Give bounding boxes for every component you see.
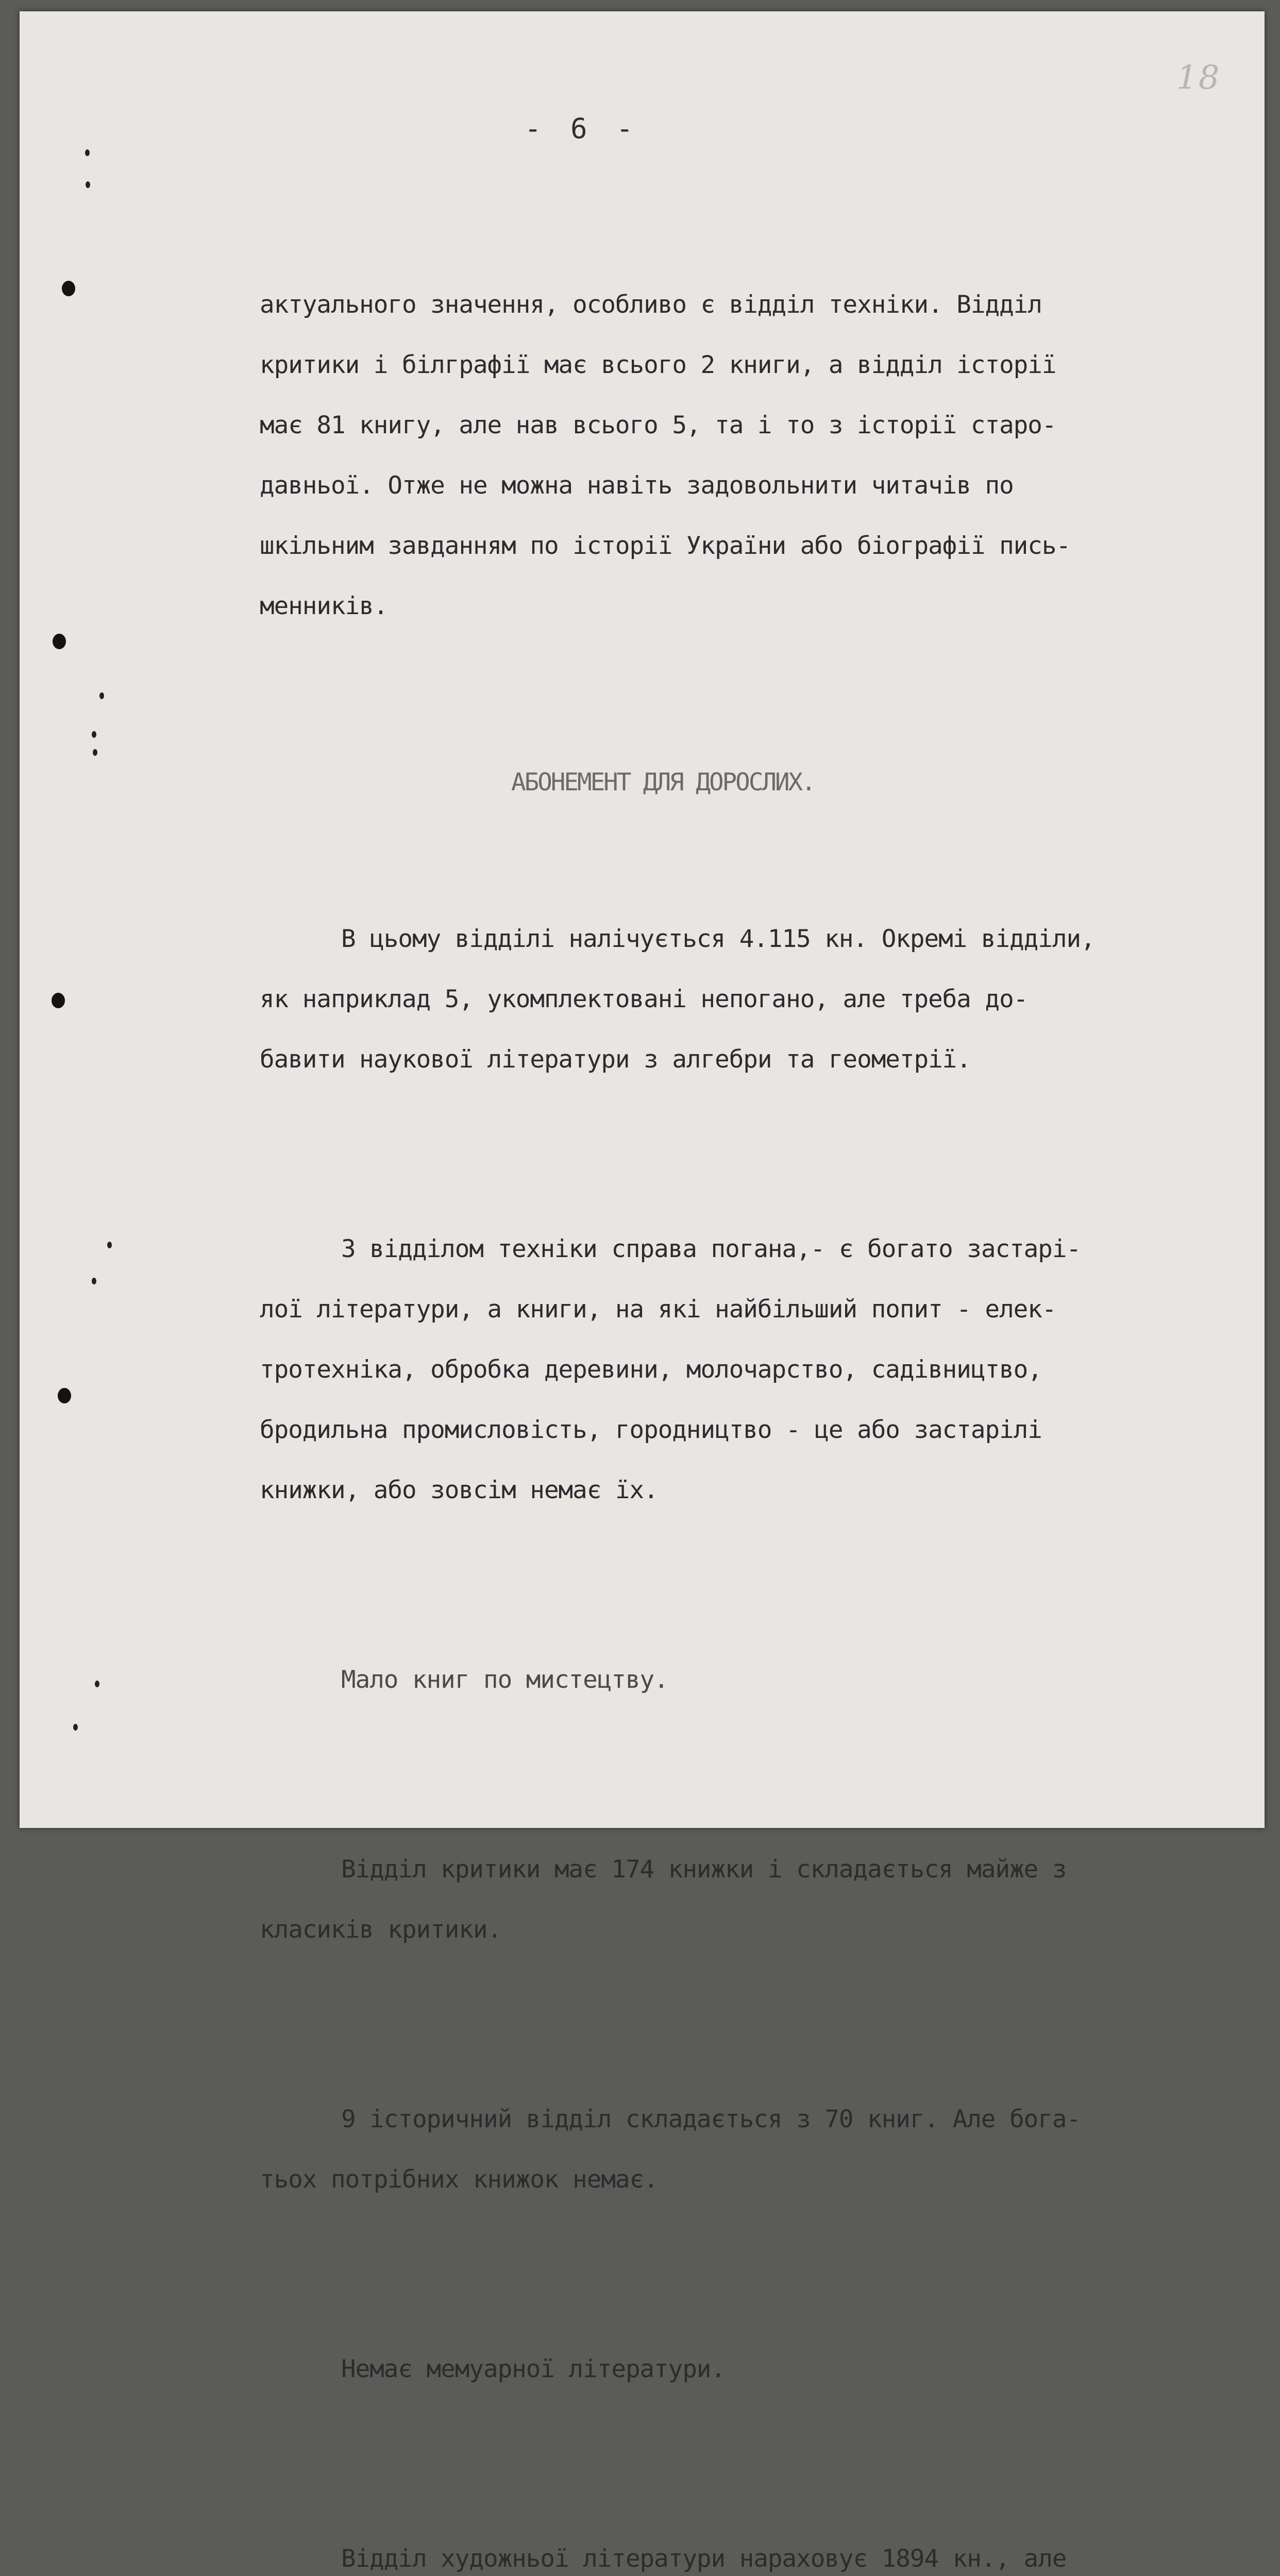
text-line: давньої. Отже не можна навіть задовольнити читачів по — [260, 471, 1014, 500]
text-line: бродильна промисловість, городництво - це або застарілі — [260, 1416, 1042, 1444]
punch-mark — [92, 1278, 96, 1284]
paragraph — [260, 2509, 1265, 2576]
text-line: критики і білграфії має всього 2 книги, а відділ історії — [260, 351, 1056, 379]
paragraph — [260, 1630, 1265, 1730]
text-line: тротехніка, обробка деревини, молочарство, садівництво, — [260, 1355, 1042, 1384]
text-line: тьох потрібних книжок немає. — [260, 2165, 658, 2194]
archive-folio-number: 18 — [1176, 59, 1221, 97]
paragraph — [260, 2069, 1265, 2230]
paragraph — [260, 2319, 1265, 2419]
binder-hole — [52, 993, 65, 1008]
text-line: З відділом техніки справа погана,- є богато застарі- — [341, 1235, 1081, 1263]
text-line: 9 історичний відділ складається з 70 книг. Але бога- — [341, 2105, 1081, 2133]
punch-mark — [73, 1724, 78, 1731]
punch-mark — [93, 749, 97, 756]
binder-hole — [62, 281, 75, 296]
text-line: шкільним завданням по історії України або біографії пись- — [260, 532, 1071, 560]
text-line: Мало книг по мистецтву. — [341, 1666, 668, 1694]
paragraph — [260, 889, 1265, 1110]
punch-mark — [95, 1681, 99, 1687]
intro-paragraph — [260, 255, 1265, 656]
text-line: актуального значення, особливо є відділ техніки. Відділ — [260, 291, 1042, 319]
text-line: книжки, або зовсім немає їх. — [260, 1476, 658, 1504]
text-line: як наприклад 5, укомплектовані непогано, але треба до- — [260, 985, 1028, 1013]
page-number: - 6 - — [525, 112, 639, 145]
punch-mark — [85, 149, 90, 156]
text-line: Відділ художньої літератури нараховує 1894 кн., але — [341, 2545, 1067, 2573]
section-heading-adult-subscription: АБОНЕМЕНТ ДЛЯ ДОРОСЛИХ. — [511, 768, 815, 796]
binder-hole — [58, 1388, 71, 1403]
punch-mark — [86, 181, 90, 188]
text-line: має 81 книгу, але нав всього 5, та і то з історії старо- — [260, 411, 1056, 439]
text-line: менників. — [260, 592, 388, 620]
text-line: лої літератури, а книги, на які найбільший попит - елек- — [260, 1295, 1056, 1324]
typewritten-text — [260, 194, 1265, 2576]
punch-mark — [99, 692, 104, 699]
text-line: бавити наукової літератури з алгебри та геометрії. — [260, 1045, 971, 1074]
text-line: Відділ критики має 174 книжки і складається майже з — [341, 1855, 1067, 1884]
text-line: класиків критики. — [260, 1916, 502, 1944]
text-line: Немає мемуарної літератури. — [341, 2355, 726, 2383]
punch-mark — [92, 731, 96, 738]
paragraph — [260, 1819, 1265, 1980]
paragraph — [260, 1199, 1265, 1540]
text-line: В цьому відділі налічується 4.115 кн. Окремі відділи, — [341, 925, 1095, 953]
punch-mark — [107, 1242, 112, 1248]
binder-hole — [53, 634, 66, 649]
document-page — [20, 11, 1265, 2573]
